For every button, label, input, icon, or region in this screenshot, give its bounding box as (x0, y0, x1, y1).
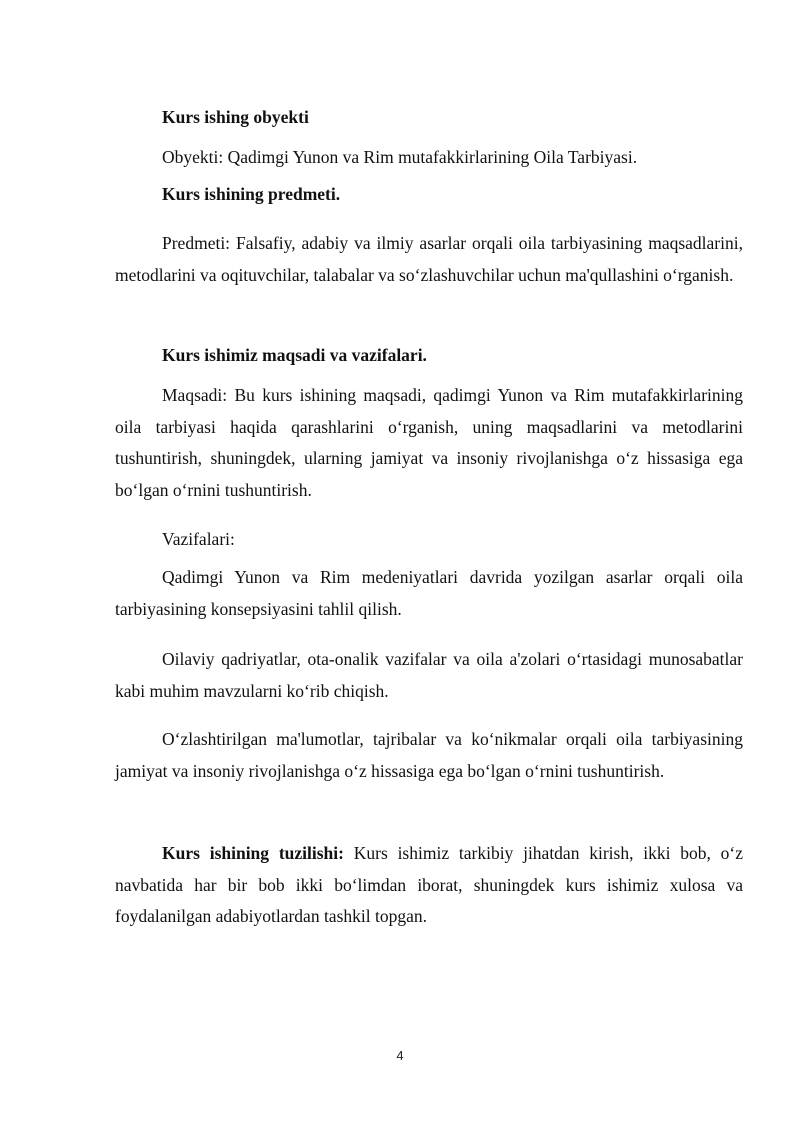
subject-text: Predmeti: Falsafiy, adabiy va ilmiy asarlar orqali oila tarbiyasining maqsadlarini, metodlarini va oqituvchilar, talabalar va so‘zlashuvchilar uchun ma'qullashini o‘rganish. (115, 233, 743, 285)
object-text: Obyekti: Qadimgi Yunon va Rim mutafakkirlarining Oila Tarbiyasi. (162, 147, 638, 167)
goal-text: Maqsadi: Bu kurs ishining maqsadi, qadimgi Yunon va Rim mutafakkirlarining oila tarbiyasi haqida qarashlarini o‘rganish, uning maqsadlarini va metodlarini tushuntirish, shuningdek, ularning jamiyat va insoniy rivojlanishga o‘z hissasiga ega bo‘lgan o‘rnini tushuntirish. (115, 385, 743, 500)
tasks-label: Vazifalari: (162, 529, 235, 549)
task-item-2: Oilaviy qadriyatlar, ota-onalik vazifalar va oila a'zolari o‘rtasidagi munosabatlar kabi muhim mavzularni ko‘rib chiqish. (115, 649, 743, 701)
goal-heading: Kurs ishimiz maqsadi va vazifalari. (162, 345, 427, 365)
object-heading: Kurs ishing obyekti (162, 107, 309, 127)
subject-heading: Kurs ishining predmeti. (162, 184, 341, 204)
task-item-1: Qadimgi Yunon va Rim medeniyatlari davrida yozilgan asarlar orqali oila tarbiyasining konsepsiyasini tahlil qilish. (115, 567, 743, 619)
task-item-3: O‘zlashtirilgan ma'lumotlar, tajribalar va ko‘nikmalar orqali oila tarbiyasining jamiyat va insoniy rivojlanishga o‘z hissasiga ega bo‘lgan o‘rnini tushuntirish. (115, 729, 743, 781)
page-number: 4 (396, 1048, 404, 1063)
structure-paragraph (115, 838, 743, 933)
structure-text: Kurs ishimiz tarkibiy jihatdan kirish, ikki bob, o‘z navbatida har bir bob ikki bo‘limdan iborat, shuningdek kurs ishimiz xulosa va foydalanilgan adabiyotlardan tashkil topgan. (115, 843, 743, 926)
structure-label: Kurs ishining tuzilishi: (162, 843, 344, 863)
